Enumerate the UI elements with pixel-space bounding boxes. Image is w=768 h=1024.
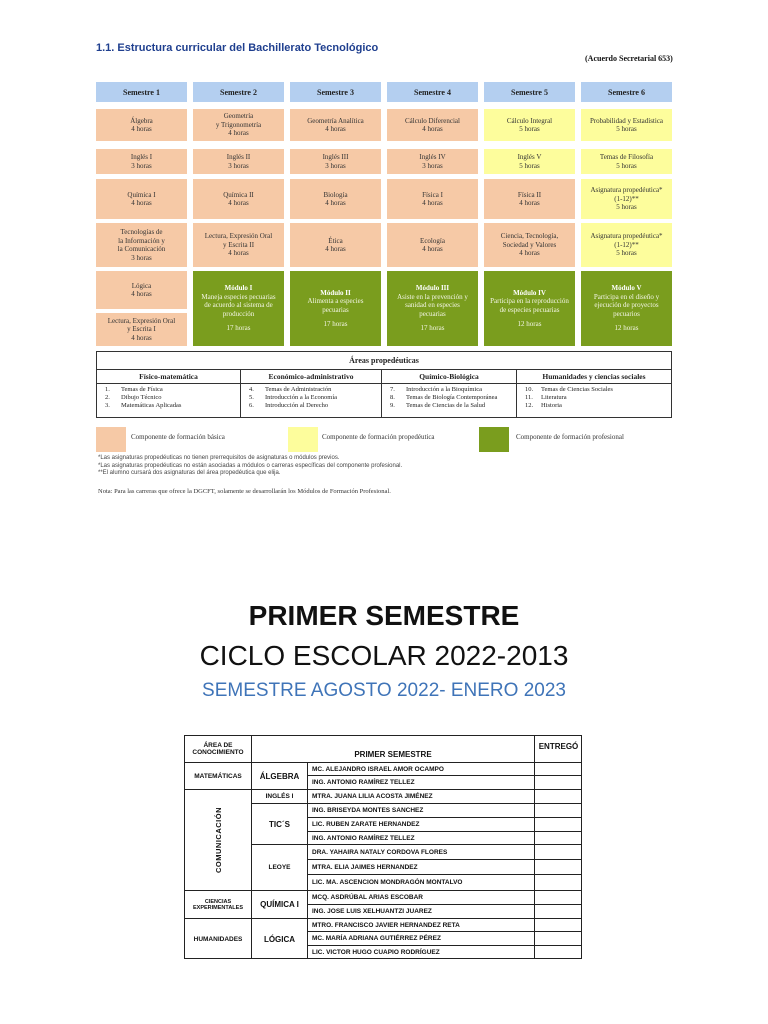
- subject-line: Lectura, Expresión Oral: [107, 316, 176, 325]
- subject-line: 4 horas: [131, 125, 152, 133]
- semester-header-6: Semestre 6: [581, 82, 672, 102]
- area-column: [97, 370, 240, 417]
- area-item-number: 2.: [105, 394, 110, 401]
- subject-line: la Comunicación: [117, 245, 166, 253]
- area-column-header: Humanidades y ciencias sociales: [517, 370, 671, 384]
- curriculum-cell: [193, 109, 284, 141]
- subject-line: 5 horas: [519, 125, 540, 133]
- subject-line: 4 horas: [228, 249, 249, 258]
- module-description: de acuerdo al sistema de: [204, 301, 273, 310]
- subject-line: 4 horas: [422, 199, 443, 207]
- entrego-cell[interactable]: [535, 875, 582, 891]
- module-hours: 17 horas: [226, 324, 251, 333]
- subject-line: Geometría: [223, 112, 254, 121]
- area-item: [390, 402, 516, 410]
- footnote: *Las asignaturas propedéuticas no tienen prerrequisitos de asignaturas o módulos previos.: [98, 455, 340, 461]
- subject-line: y Escrita II: [222, 240, 255, 249]
- area-item-text: Temas de Biología Contemporánea: [406, 394, 498, 401]
- curriculum-cell: [96, 179, 187, 219]
- subject-line: Asignatura propedéutica*: [590, 186, 663, 195]
- curriculum-cell: [193, 149, 284, 174]
- area-item-text: Literatura: [541, 394, 567, 401]
- teacher-name: MCQ. ASDRÚBAL ARIAS ESCOBAR: [308, 891, 535, 905]
- subject-line: (1-12)**: [614, 194, 639, 203]
- curriculum-cell: [193, 271, 284, 346]
- subject-line: Ética: [328, 236, 343, 245]
- module-description: sanidad en especies: [405, 301, 460, 310]
- subject-line: Tecnologías de: [120, 228, 163, 236]
- subject-line: Sociedad y Valores: [502, 240, 557, 249]
- subject-line: 4 horas: [422, 125, 443, 133]
- module-description: Maneja especies pecuarias: [201, 292, 276, 301]
- subject-line: 5 horas: [519, 161, 540, 170]
- heading-periodo: SEMESTRE AGOSTO 2022- ENERO 2023: [202, 680, 566, 701]
- subject-line: Física II: [517, 190, 542, 199]
- teacher-name: MTRA. JUANA LILIA ACOSTA JIMÉNEZ: [308, 790, 535, 804]
- module-hours: 17 horas: [323, 320, 348, 328]
- area-item-number: 1.: [105, 386, 110, 393]
- subject-line: Inglés V: [517, 153, 542, 161]
- area-item: [390, 386, 516, 394]
- area-item: [249, 386, 381, 394]
- subject-line: Asignatura propedéutica*: [590, 232, 663, 241]
- header-entrego: ENTREGÓ: [535, 736, 582, 763]
- area-item: [249, 402, 381, 410]
- heading-primer-semestre: PRIMER SEMESTRE: [248, 600, 520, 631]
- curriculum-cell: [96, 271, 187, 309]
- area-column-header: Económico-administrativo: [241, 370, 381, 384]
- area-item-number: 6.: [249, 402, 254, 409]
- entrego-cell[interactable]: [535, 860, 582, 875]
- curriculum-cell: [96, 109, 187, 141]
- teacher-name: ING. JOSE LUIS XELHUANTZI JUAREZ: [308, 905, 535, 919]
- module-description: Asiste en la prevención y: [397, 292, 468, 301]
- subject-line: 4 horas: [228, 199, 249, 207]
- legend-label: Componente de formación profesional: [516, 433, 624, 441]
- subject-line: Ciencia, Tecnología,: [500, 232, 559, 241]
- teacher-name: MC. MARÍA ADRIANA GUTIÉRREZ PÉREZ: [308, 932, 535, 946]
- curriculum-cell: [387, 179, 478, 219]
- curriculum-cell: [290, 271, 381, 346]
- area-comunicacion-label: COMUNICACIÓN: [213, 807, 223, 873]
- area-item: [105, 386, 240, 394]
- entrego-cell[interactable]: [535, 919, 582, 932]
- subject-line: 4 horas: [228, 129, 249, 138]
- subject-line: 4 horas: [422, 245, 443, 253]
- curriculum-cell: [290, 109, 381, 141]
- subject-quimica: QUÍMICA I: [252, 891, 308, 919]
- subject-line: 5 horas: [616, 125, 637, 133]
- area-item-text: Matemáticas Aplicadas: [121, 402, 182, 409]
- subject-line: Cálculo Integral: [506, 116, 553, 125]
- footnote: *Las asignaturas propedéuticas no están asociadas a módulos o carreras específicas del componente profesional.: [98, 462, 403, 469]
- subject-line: Probabilidad y Estadística: [589, 116, 664, 125]
- curriculum-cell: [484, 149, 575, 174]
- entrego-cell[interactable]: [535, 845, 582, 860]
- areas-title: Áreas propedéuticas: [97, 352, 671, 370]
- subject-line: Inglés II: [226, 153, 251, 161]
- curriculum-cell: [387, 109, 478, 141]
- subject-line: Geometría Analítica: [307, 116, 364, 125]
- area-item-text: Temas de Ciencias de la Salud: [406, 402, 486, 409]
- subject-line: 3 horas: [131, 253, 152, 262]
- area-column-header: Físico-matemática: [97, 370, 240, 384]
- legend-swatch: [479, 427, 509, 452]
- subject-line: 4 horas: [131, 199, 152, 207]
- curriculum-cell: [484, 223, 575, 267]
- subject-line: 4 horas: [325, 245, 346, 253]
- entrego-cell[interactable]: [535, 832, 582, 845]
- curriculum-cell: [484, 271, 575, 346]
- subject-line: 3 horas: [228, 161, 249, 170]
- figure-title: 1.1. Estructura curricular del Bachillerato Tecnológico: [96, 42, 379, 54]
- entrego-cell[interactable]: [535, 763, 582, 776]
- subject-line: Inglés III: [322, 153, 349, 161]
- teacher-table: [184, 735, 582, 959]
- entrego-cell[interactable]: [535, 776, 582, 790]
- subject-line: 4 horas: [325, 125, 346, 133]
- entrego-cell[interactable]: [535, 891, 582, 905]
- module-name: Módulo II: [320, 288, 351, 297]
- teacher-name: MC. ALEJANDRO ISRAEL AMOR OCAMPO: [308, 763, 535, 776]
- semester-header-5: Semestre 5: [484, 82, 575, 102]
- entrego-cell[interactable]: [535, 946, 582, 959]
- subject-line: y Trigonometría: [215, 120, 262, 129]
- subject-line: (1-12)**: [614, 240, 639, 249]
- subject-line: Biología: [323, 190, 348, 199]
- area-item: [105, 394, 240, 402]
- curriculum-cell: [581, 223, 672, 267]
- subject-line: Inglés I: [130, 153, 153, 161]
- subject-line: 5 horas: [616, 161, 637, 170]
- subject-ingles: INGLÉS I: [252, 790, 308, 804]
- teacher-name: ING. ANTONIO RAMÍREZ TELLEZ: [308, 776, 535, 790]
- curriculum-cell: [581, 179, 672, 219]
- header-area: ÁREA DE CONOCIMIENTO: [185, 736, 252, 763]
- subject-line: Álgebra: [130, 116, 153, 125]
- module-name: Módulo IV: [513, 288, 546, 297]
- area-column-header: Químico-Biológica: [382, 370, 516, 384]
- area-item: [525, 386, 671, 394]
- semester-header-3: Semestre 3: [290, 82, 381, 102]
- area-column: [240, 370, 381, 417]
- subject-line: Temas de Filosofía: [599, 153, 654, 161]
- subject-line: 4 horas: [131, 333, 152, 342]
- area-column: [516, 370, 671, 417]
- area-item-text: Temas de Ciencias Sociales: [541, 386, 613, 393]
- area-item: [390, 394, 516, 402]
- curriculum-cell: [290, 223, 381, 267]
- figure-note: Nota: Para las carreras que ofrece la DGCFT, solamente se desarrollarán los Módulos de Formación Profesional.: [98, 488, 391, 495]
- subject-line: 3 horas: [131, 161, 152, 170]
- area-item: [525, 394, 671, 402]
- teacher-name: LIC. VICTOR HUGO CUAPIO RODRÍGUEZ: [308, 946, 535, 959]
- area-humanidades: HUMANIDADES: [185, 919, 252, 959]
- module-description: Participa en el diseño y: [593, 292, 660, 301]
- area-item-text: Introducción al Derecho: [265, 402, 329, 409]
- subject-line: 4 horas: [131, 290, 152, 298]
- entrego-cell[interactable]: [535, 932, 582, 946]
- module-description: pecuarias: [419, 309, 446, 318]
- area-matematicas: MATEMÁTICAS: [185, 763, 252, 790]
- entrego-cell[interactable]: [535, 790, 582, 804]
- subject-line: Cálculo Diferencial: [404, 116, 460, 125]
- area-item-number: 11.: [525, 394, 533, 401]
- area-item-text: Temas de Administración: [265, 386, 332, 393]
- curriculum-cell: [387, 223, 478, 267]
- area-item-number: 4.: [249, 386, 254, 393]
- entrego-cell[interactable]: [535, 818, 582, 832]
- curriculum-cell: [290, 179, 381, 219]
- subject-line: Lógica: [131, 281, 152, 290]
- module-description: producción: [222, 309, 255, 318]
- legend-swatch: [288, 427, 318, 452]
- propaedeutic-areas-table: [96, 351, 672, 418]
- subject-tics: TIC´S: [252, 804, 308, 845]
- semester-header-2: Semestre 2: [193, 82, 284, 102]
- curriculum-cell: [96, 223, 187, 267]
- subject-line: la Información y: [118, 236, 165, 245]
- area-comunicacion: [185, 790, 252, 891]
- module-hours: 17 horas: [420, 324, 445, 333]
- curriculum-cell: [290, 149, 381, 174]
- subject-line: 5 horas: [616, 203, 637, 212]
- legend-swatch: [96, 427, 126, 452]
- teacher-name: LIC. MA. ASCENCION MONDRAGÓN MONTALVO: [308, 875, 535, 891]
- area-item-text: Temas de Física: [121, 386, 163, 393]
- semester-header-1: Semestre 1: [96, 82, 187, 102]
- subject-algebra: ÁLGEBRA: [252, 763, 308, 790]
- area-item: [525, 402, 671, 410]
- subject-line: Inglés IV: [419, 153, 446, 161]
- curriculum-cell: [387, 271, 478, 346]
- header-semestre: PRIMER SEMESTRE: [252, 736, 535, 763]
- area-item-number: 8.: [390, 394, 395, 401]
- subject-line: 4 horas: [519, 199, 540, 207]
- module-hours: 12 horas: [614, 324, 639, 333]
- area-item-number: 10.: [525, 386, 534, 393]
- area-item-number: 9.: [390, 402, 395, 409]
- module-description: de especies pecuarias: [499, 305, 560, 314]
- curriculum-cell: [581, 149, 672, 174]
- curriculum-cell: [484, 179, 575, 219]
- entrego-cell[interactable]: [535, 804, 582, 818]
- teacher-name: LIC. RUBEN ZARATE HERNANDEZ: [308, 818, 535, 832]
- footnotes: [98, 455, 402, 478]
- subject-line: y Escrita I: [127, 325, 156, 334]
- area-item-text: Introducción a la Economía: [265, 394, 338, 401]
- teacher-name: MTRO. FRANCISCO JAVIER HERNANDEZ RETA: [308, 919, 535, 932]
- area-item-number: 5.: [249, 394, 254, 401]
- module-description: ejecución de proyectos: [594, 301, 659, 310]
- module-name: Módulo I: [224, 284, 253, 293]
- module-description: pecuarios: [613, 309, 640, 318]
- area-item-text: Historia: [541, 402, 562, 409]
- curriculum-cell: [484, 109, 575, 141]
- area-item-number: 7.: [390, 386, 395, 393]
- module-description: Alimenta a especies: [307, 297, 364, 305]
- curriculum-cell: [581, 271, 672, 346]
- subject-line: 4 horas: [519, 249, 540, 258]
- teacher-name: ING. ANTONIO RAMÍREZ TELLEZ: [308, 832, 535, 845]
- entrego-cell[interactable]: [535, 905, 582, 919]
- module-name: Módulo III: [415, 284, 450, 293]
- subject-leoye: LEOYE: [252, 845, 308, 891]
- teacher-name: MTRA. ELIA JAIMES HERNANDEZ: [308, 860, 535, 875]
- semester-header-4: Semestre 4: [387, 82, 478, 102]
- curriculum-cell: [387, 149, 478, 174]
- module-description: Participa en la reproducción: [490, 297, 569, 305]
- area-item-text: Introducción a la Bioquímica: [406, 386, 482, 393]
- teacher-name: DRA. YAHAIRA NATALY CORDOVA FLORES: [308, 845, 535, 860]
- module-hours: 12 horas: [517, 320, 542, 328]
- subject-line: Lectura, Expresión Oral: [204, 232, 273, 241]
- area-ciencias: CIENCIAS EXPERIMENTALES: [185, 891, 252, 919]
- curriculum-cell: [193, 223, 284, 267]
- module-name: Módulo V: [611, 284, 642, 293]
- footnote: **El alumno cursará dos asignaturas del área propedéutica que elija.: [98, 470, 281, 476]
- area-item-text: Dibujo Técnico: [121, 394, 162, 401]
- subject-line: 3 horas: [422, 161, 443, 170]
- subject-line: 4 horas: [325, 199, 346, 207]
- subject-line: Química II: [223, 190, 254, 199]
- module-description: pecuarias: [322, 305, 349, 314]
- area-item-number: 12.: [525, 402, 534, 409]
- area-item: [105, 402, 240, 410]
- curriculum-cell: [581, 109, 672, 141]
- teacher-name: ING. BRISEYDA MONTES SANCHEZ: [308, 804, 535, 818]
- subject-line: 5 horas: [616, 249, 637, 258]
- curriculum-cell: [193, 179, 284, 219]
- area-item-number: 3.: [105, 402, 110, 409]
- subject-line: Química I: [127, 190, 156, 199]
- heading-ciclo-escolar: CICLO ESCOLAR 2022-2013: [199, 640, 569, 671]
- subject-line: Ecología: [420, 236, 445, 245]
- curriculum-cell: [96, 313, 187, 346]
- subject-logica: LÓGICA: [252, 919, 308, 959]
- figure-reference: (Acuerdo Secretarial 653): [585, 54, 673, 63]
- subject-line: Física I: [422, 190, 443, 199]
- area-column: [381, 370, 516, 417]
- legend-label: Componente de formación básica: [131, 433, 225, 441]
- curriculum-cell: [96, 149, 187, 174]
- legend-label: Componente de formación propedéutica: [322, 433, 435, 441]
- subject-line: 3 horas: [325, 161, 346, 170]
- area-item: [249, 394, 381, 402]
